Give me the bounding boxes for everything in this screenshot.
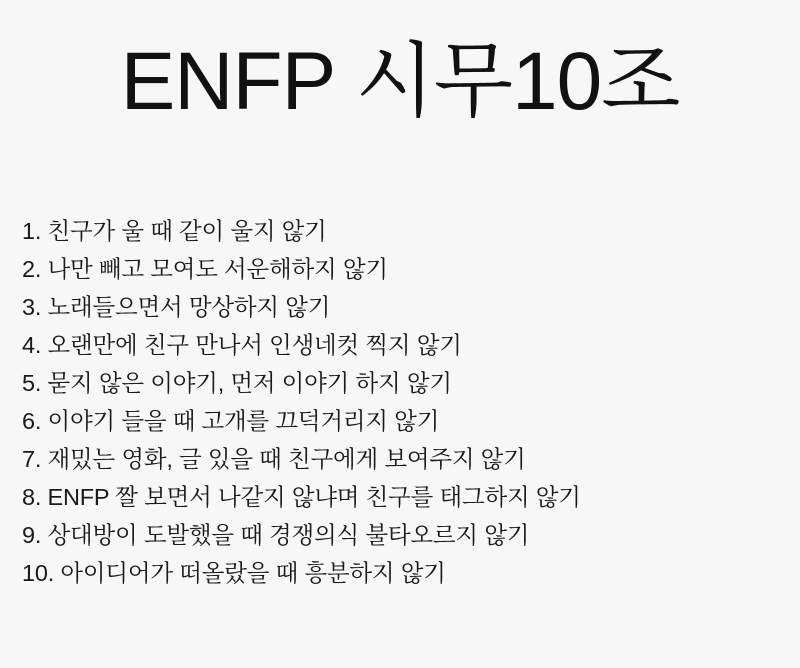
- list-item: 6. 이야기 들을 때 고개를 끄덕거리지 않기: [22, 408, 440, 434]
- list-item: 2. 나만 빼고 모여도 서운해하지 않기: [22, 256, 388, 282]
- list-item: 9. 상대방이 도발했을 때 경쟁의식 불타오르지 않기: [22, 522, 530, 548]
- list-item: 1. 친구가 울 때 같이 울지 않기: [22, 218, 327, 244]
- list-item: 10. 아이디어가 떠올랐을 때 흥분하지 않기: [22, 560, 446, 586]
- list-item: 5. 묻지 않은 이야기, 먼저 이야기 하지 않기: [22, 370, 452, 396]
- list-item: 4. 오랜만에 친구 만나서 인생네컷 찍지 않기: [22, 332, 462, 358]
- list-item: 7. 재밌는 영화, 글 있을 때 친구에게 보여주지 않기: [22, 446, 526, 472]
- list-item: 3. 노래들으면서 망상하지 않기: [22, 294, 331, 320]
- list-item: 8. ENFP 짤 보면서 나같지 않냐며 친구를 태그하지 않기: [22, 484, 581, 510]
- page-title: ENFP 시무10조: [120, 36, 680, 127]
- rules-list: [22, 212, 778, 592]
